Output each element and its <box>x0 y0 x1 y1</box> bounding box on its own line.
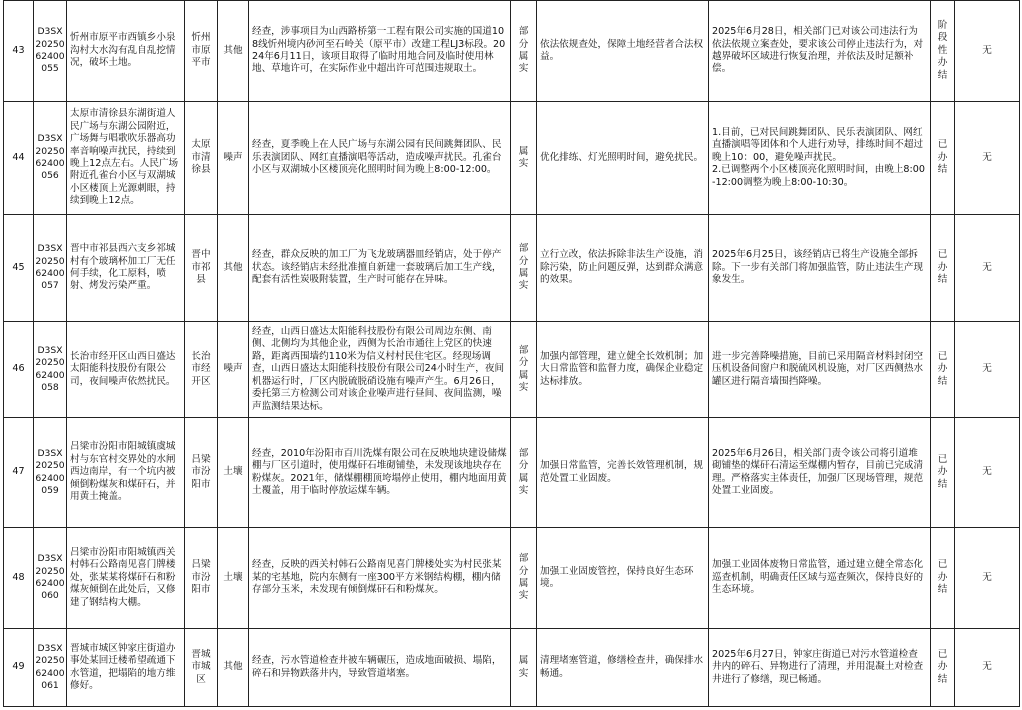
pollution-type: 土壤 <box>218 528 249 629</box>
complaint-description: 太原市清徐县东湖街道人民广场与东湖公园附近，广场舞与唱歌吹乐器高功率音响噪声扰民，持续到晚上12点左右。人民广场附近孔雀台小区与双湖城小区楼顶上光源刺眼，持续到晚上12点。 <box>67 102 185 215</box>
verification-result: 部分属实 <box>511 1 537 102</box>
case-code: D3SX2025062400060 <box>34 528 67 629</box>
case-code: D3SX2025062400057 <box>34 215 67 322</box>
completion-status: 已办结 <box>931 102 955 215</box>
row-number: 47 <box>4 418 34 528</box>
table-row <box>4 102 1020 215</box>
administrative-area: 太原市清徐县 <box>185 102 218 215</box>
handling-measures: 清理堵塞管道，修缮检查井，确保排水畅通。 <box>537 629 709 707</box>
complaint-description: 吕梁市汾阳市阳城镇虞城村与东官村交界处的水闸西边南岸，有一个坑内被倾倒粉煤灰和煤矸石，并用黄土掩盖。 <box>67 418 185 528</box>
handling-measures: 加强工业固废管控，保持良好生态环境。 <box>537 528 709 629</box>
case-code: D3SX2025062400059 <box>34 418 67 528</box>
table-row <box>4 629 1020 707</box>
pollution-type: 土壤 <box>218 418 249 528</box>
investigation-findings: 经查，涉事项目为山西路桥第一工程有限公司实施的国道108线忻州境内砂河至石岭关（原平市）改建工程LJ3标段。2024年6月11日，该项目取得了临时用地合同及临时使用林地、草地许可，在实际作业中超出许可范围违规取土。 <box>249 1 511 102</box>
administrative-area: 忻州市原平市 <box>185 1 218 102</box>
row-number: 45 <box>4 215 34 322</box>
handling-measures: 优化排练、灯光照明时间，避免扰民。 <box>537 102 709 215</box>
pollution-type: 噪声 <box>218 322 249 418</box>
handling-measures: 加强内部管理，建立健全长效机制；加大日常监管和监督力度，确保企业稳定达标排放。 <box>537 322 709 418</box>
investigation-findings: 经查，山西日盛达太阳能科技股份有限公司周边东侧、南侧、北侧均为其他企业，西侧为长治市通往上党区的快速路，距离西围墙约110米为信义村村民住宅区。经现场调查，山西日盛达太阳能科技股份有限公司24小时生产，夜间机器运行时，厂区内脱硫脱硝设施有噪声产生。6月26日，委托第三方检测公司对该企业噪声进行昼间、夜间监测，噪声监测结果达标。 <box>249 322 511 418</box>
completion-status: 已办结 <box>931 418 955 528</box>
pollution-type: 其他 <box>218 215 249 322</box>
administrative-area: 吕梁市汾阳市 <box>185 528 218 629</box>
complaint-description: 长治市经开区山西日盛达太阳能科技股份有限公司，夜间噪声依然扰民。 <box>67 322 185 418</box>
accountability-note: 无 <box>955 528 1020 629</box>
administrative-area: 晋城市城区 <box>185 629 218 707</box>
table-row <box>4 1 1020 102</box>
row-number: 49 <box>4 629 34 707</box>
row-number: 44 <box>4 102 34 215</box>
case-code: D3SX2025062400058 <box>34 322 67 418</box>
pollution-type: 噪声 <box>218 102 249 215</box>
completion-status: 阶段性办结 <box>931 1 955 102</box>
rectification-result: 2025年6月27日，钟家庄街道已对污水管道检查井内的碎石、异物进行了清理，并用混凝土对检查井进行了修缮，现已畅通。 <box>709 629 931 707</box>
verification-result: 部分属实 <box>511 418 537 528</box>
accountability-note: 无 <box>955 215 1020 322</box>
verification-result: 部分属实 <box>511 528 537 629</box>
accountability-note: 无 <box>955 1 1020 102</box>
case-code: D3SX2025062400061 <box>34 629 67 707</box>
accountability-note: 无 <box>955 102 1020 215</box>
completion-status: 已办结 <box>931 528 955 629</box>
investigation-findings: 经查，2010年汾阳市百川洗煤有限公司在反映地块建设储煤棚与厂区引道时，使用煤矸石堆砌铺垫，未发现该地块存在粉煤灰。2021年，储煤棚棚顶垮塌停止使用，棚内地面用黄土覆盖，用于临时停放运煤车辆。 <box>249 418 511 528</box>
pollution-type: 其他 <box>218 629 249 707</box>
row-number: 48 <box>4 528 34 629</box>
verification-result: 属实 <box>511 629 537 707</box>
investigation-findings: 经查，群众反映的加工厂为飞龙玻璃器皿经销店，处于停产状态。该经销店未经批准擅自新建一套玻璃后加工生产线，配套有活性炭吸附装置，生产时可能存在异味。 <box>249 215 511 322</box>
accountability-note: 无 <box>955 629 1020 707</box>
handling-measures: 依法依规查处，保障土地经营者合法权益。 <box>537 1 709 102</box>
completion-status: 已办结 <box>931 322 955 418</box>
complaint-description: 吕梁市汾阳市阳城镇西关村韩石公路南见喜门牌楼处，张某某将煤矸石和粉煤灰倾倒在此处后，又修建了钢结构大棚。 <box>67 528 185 629</box>
accountability-note: 无 <box>955 322 1020 418</box>
administrative-area: 长治市经开区 <box>185 322 218 418</box>
rectification-result: 2025年6月26日，相关部门责令该公司将引道堆砌铺垫的煤矸石清运至煤棚内暂存，目前已完成清理。严格落实主体责任，加强厂区现场管理，规范处置工业固废。 <box>709 418 931 528</box>
rectification-result: 加强工业固体废物日常监管，通过建立健全常态化巡查机制，明确责任区域与巡查频次，保持良好的生态环境。 <box>709 528 931 629</box>
rectification-result: 2025年6月25日，该经销店已将生产设施全部拆除。下一步有关部门将加强监管，防止违法生产现象发生。 <box>709 215 931 322</box>
table-row <box>4 418 1020 528</box>
row-number: 43 <box>4 1 34 102</box>
table-row <box>4 215 1020 322</box>
accountability-note: 无 <box>955 418 1020 528</box>
investigation-findings: 经查，夏季晚上在人民广场与东湖公园有民间跳舞团队、民乐表演团队、网红直播演唱等活动，造成噪声扰民。孔雀台小区与双湖城小区楼顶亮化照明时间为晚上8:00-12:00。 <box>249 102 511 215</box>
completion-status: 已办结 <box>931 629 955 707</box>
rectification-result: 2025年6月28日，相关部门已对该公司违法行为依法依规立案查处，要求该公司停止违法行为，对越界破坏区域进行恢复治理，并依法及时足额补偿。 <box>709 1 931 102</box>
case-code: D3SX2025062400056 <box>34 102 67 215</box>
administrative-area: 吕梁市汾阳市 <box>185 418 218 528</box>
completion-status: 已办结 <box>931 215 955 322</box>
row-number: 46 <box>4 322 34 418</box>
verification-result: 部分属实 <box>511 215 537 322</box>
rectification-result: 进一步完善降噪措施，目前已采用隔音材料封闭空压机设备间窗户和脱硫风机设施，对厂区西侧热水罐区进行隔音墙围挡降噪。 <box>709 322 931 418</box>
investigation-findings: 经查，反映的西关村韩石公路南见喜门牌楼处实为村民张某某的宅基地，院内东侧有一座300平方米钢结构棚，棚内储存部分玉米，未发现有倾倒煤矸石和粉煤灰。 <box>249 528 511 629</box>
complaint-description: 晋中市祁县西六支乡祁城村有个玻璃杯加工厂无任何手续，化工原料，喷射、烤发污染严重。 <box>67 215 185 322</box>
administrative-area: 晋中市祁县 <box>185 215 218 322</box>
complaint-description: 忻州市原平市西镇乡小泉沟村大水沟有乱自乱挖情况，破坏土地。 <box>67 1 185 102</box>
investigation-findings: 经查，污水管道检查井被车辆碾压，造成地面破损、塌陷，碎石和异物跌落井内，导致管道堵塞。 <box>249 629 511 707</box>
verification-result: 属实 <box>511 102 537 215</box>
complaint-description: 晋城市城区钟家庄街道办事处某回迁楼希望疏通下水管道，把塌陷的地方维修好。 <box>67 629 185 707</box>
table-row <box>4 322 1020 418</box>
case-code: D3SX2025062400055 <box>34 1 67 102</box>
handling-measures: 立行立改，依法拆除非法生产设施，消除污染，防止问题反弹，达到群众满意的效果。 <box>537 215 709 322</box>
pollution-type: 其他 <box>218 1 249 102</box>
table-row <box>4 528 1020 629</box>
handling-measures: 加强日常监管，完善长效管理机制，规范处置工业固废。 <box>537 418 709 528</box>
rectification-result: 1.目前，已对民间跳舞团队、民乐表演团队、网红直播演唱等团体和个人进行劝导，排练时间不超过晚上10：00，避免噪声扰民。 2.已调整两个小区楼顶亮化照明时间，由晚上8:00-12:00调整为晚上8:00-10:30。 <box>709 102 931 215</box>
verification-result: 部分属实 <box>511 322 537 418</box>
complaint-table <box>3 0 1020 707</box>
table-body <box>4 1 1020 707</box>
